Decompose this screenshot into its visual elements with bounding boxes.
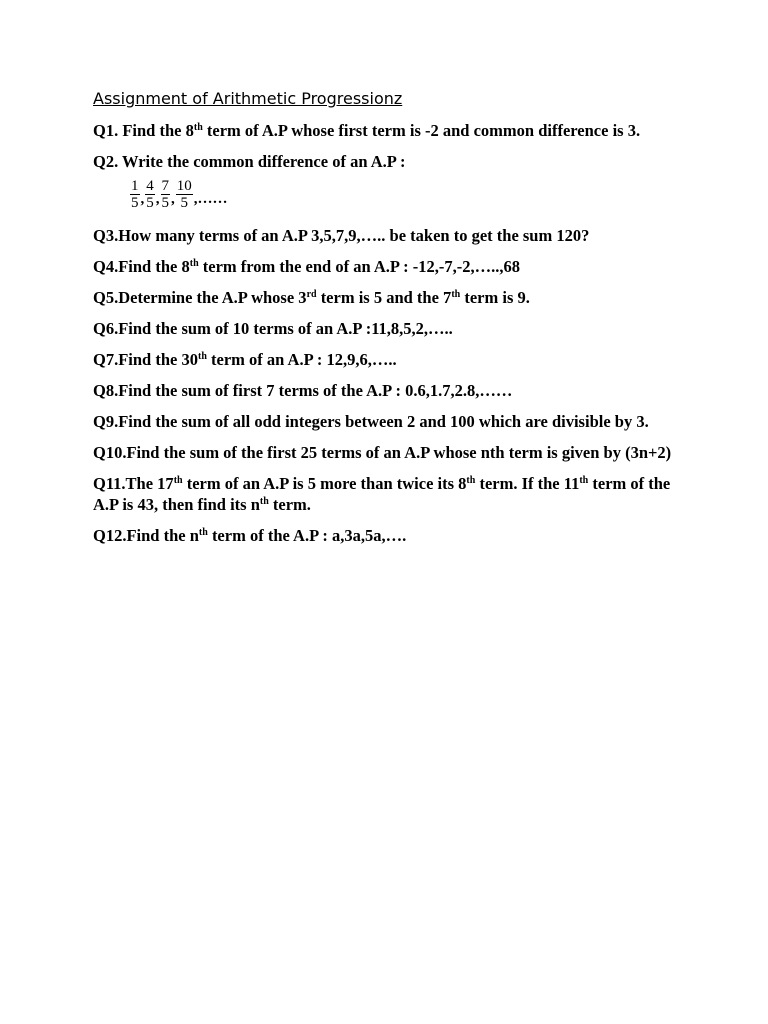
- question-2-sequence: [130, 178, 683, 211]
- fraction-1: $\frac{1}{5}$: [131, 178, 139, 211]
- question-11: Q11.The 17th term of an A.P is 5 more than twice its 8th term. If the 11th term of the A.P is 43, then find its $n^{th}$ term.: [93, 474, 671, 514]
- fraction-2: $\frac{4}{5}$: [146, 178, 154, 211]
- fraction-separator: ,: [171, 191, 175, 207]
- fraction-separator: ,: [155, 191, 160, 207]
- question-1: Q1. Find the 8th term of A.P whose first term is -2 and common difference is 3.: [93, 121, 641, 140]
- document-page: [93, 88, 683, 556]
- question-7: Q7.Find the 30th term of an A.P : 12,9,6,…..: [93, 350, 397, 369]
- document-title: Assignment of Arithmetic Progressionz: [93, 89, 403, 108]
- question-5: Q5.Determine the A.P whose 3rd term is 5 and the 7th term is 9.: [93, 288, 530, 307]
- fraction-3: $\frac{7}{5}$: [161, 178, 169, 211]
- fraction-separator: ,: [140, 191, 145, 207]
- question-9: Q9.Find the sum of all odd integers between 2 and 100 which are divisible by 3.: [93, 412, 649, 431]
- fraction-4: $\frac{10}{5}$: [176, 178, 192, 211]
- question-2: Q2. Write the common difference of an A.P :: [93, 152, 406, 171]
- question-6: Q6.Find the sum of 10 terms of an A.P :11,8,5,2,…..: [93, 319, 453, 338]
- sequence-ellipsis: ,……: [193, 191, 228, 207]
- question-4: Q4.Find the 8th term from the end of an A.P : -12,-7,-2,…..,68: [93, 257, 521, 276]
- question-3: Q3.How many terms of an A.P 3,5,7,9,….. be taken to get the sum 120?: [93, 226, 590, 245]
- question-10: Q10.Find the sum of the first 25 terms of an A.P whose nth term is given by (3n+2): [93, 443, 672, 462]
- question-12: Q12.Find the $n^{th}$ term of the A.P : a,3a,5a,….: [93, 526, 407, 545]
- question-8: Q8.Find the sum of first 7 terms of the A.P : 0.6,1.7,2.8,……: [93, 381, 513, 400]
